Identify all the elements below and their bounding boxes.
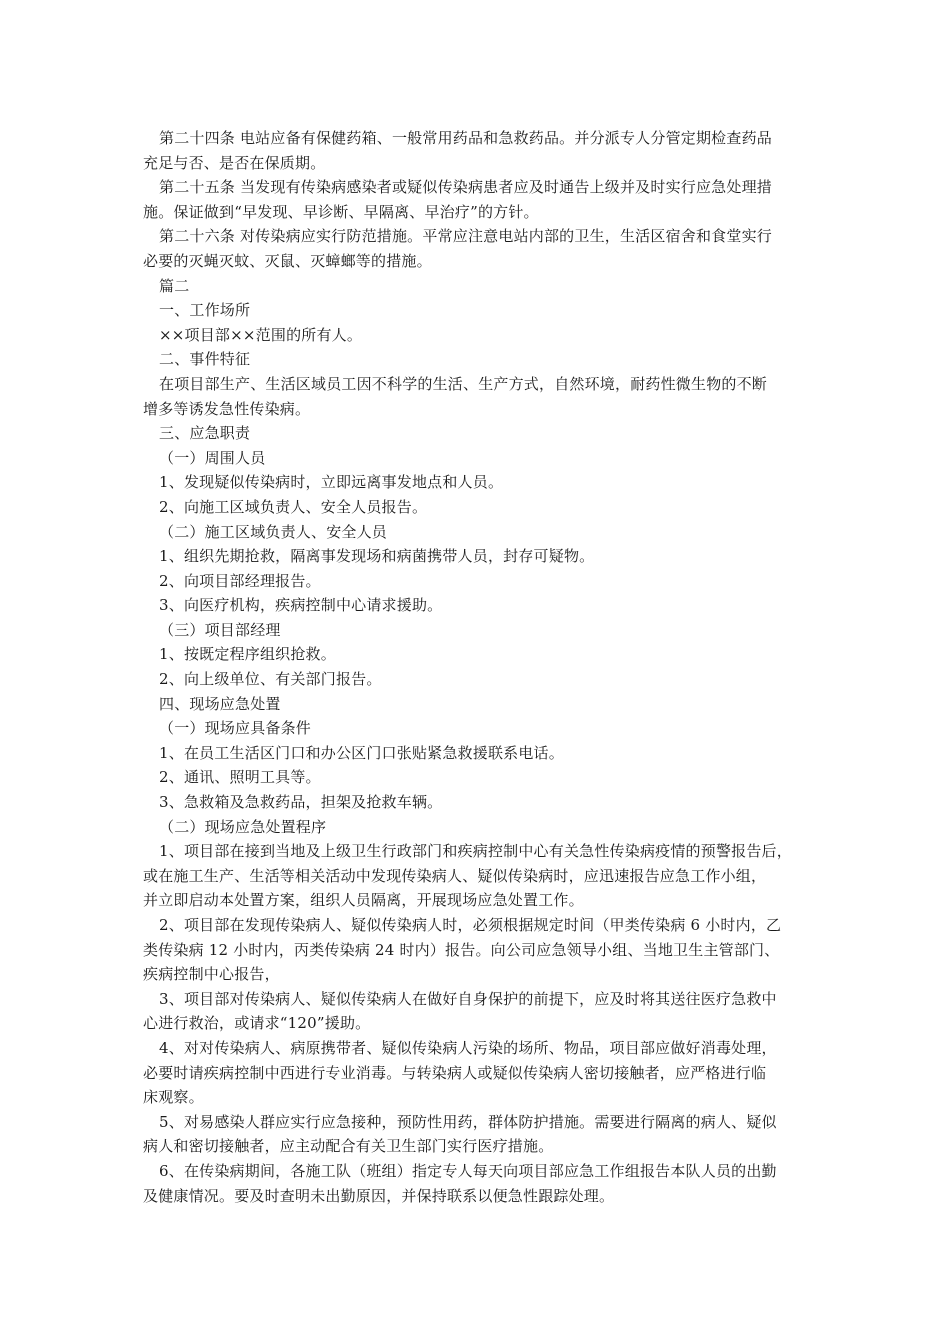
text-line: 必要时请疾病控制中西进行专业消毒。与转染病人或疑似传染病人密切接触者，应严格进行临 bbox=[143, 1063, 767, 1082]
text-line: 1、项目部在接到当地及上级卫生行政部门和疾病控制中心有关急性传染病疫情的预警报告后， bbox=[159, 842, 792, 861]
list-item: 1、发现疑似传染病时，立即远离事发地点和人员。 bbox=[159, 473, 504, 492]
text-line: 及健康情况。要及时查明未出勤原因，并保持联系以便急性跟踪处理。 bbox=[143, 1186, 615, 1205]
text-line: 6、在传染病期间，各施工队（班组）指定专人每天向项目部应急工作组报告本队人员的出勤 bbox=[159, 1161, 777, 1180]
list-item: 2、通讯、照明工具等。 bbox=[159, 768, 321, 787]
text-line: 3、项目部对传染病人、疑似传染病人在做好自身保护的前提下，应及时将其送往医疗急救中 bbox=[159, 989, 777, 1008]
procedure-item-4 bbox=[143, 1036, 813, 1110]
list-item: 2、向项目部经理报告。 bbox=[159, 571, 321, 590]
text-line: 第二十六条 对传染病应实行防范措施。平常应注意电站内部的卫生，生活区宿舍和食堂实行 bbox=[159, 227, 772, 246]
list-item: 3、急救箱及急救药品，担架及抢救车辆。 bbox=[159, 793, 443, 812]
text-line: 5、对易感染人群应实行应急接种，预防性用药，群体防护措施。需要进行隔离的病人、疑似 bbox=[159, 1112, 777, 1131]
list-item: 1、在员工生活区门口和办公区门口张贴紧急救援联系电话。 bbox=[159, 743, 564, 762]
procedure-item-5 bbox=[143, 1110, 813, 1159]
subheading-surrounding-personnel: （一）周围人员 bbox=[159, 448, 266, 467]
text-line: 必要的灭蝇灭蚊、灭鼠、灭蟑螂等的措施。 bbox=[143, 251, 432, 270]
list-item: 2、向施工区域负责人、安全人员报告。 bbox=[159, 497, 428, 516]
procedure-item-6 bbox=[143, 1159, 813, 1208]
subheading-onsite-conditions: （一）现场应具备条件 bbox=[159, 719, 312, 738]
text-line: ××项目部××范围的所有人。 bbox=[159, 325, 363, 344]
text-line: 4、对对传染病人、病原携带者、疑似传染病人污染的场所、物品，项目部应做好消毒处理， bbox=[159, 1038, 777, 1057]
article-26 bbox=[143, 224, 813, 273]
event-features-text bbox=[143, 372, 813, 421]
text-line: 心进行救治，或请求“120”援助。 bbox=[143, 1014, 371, 1033]
text-line: 床观察。 bbox=[143, 1088, 204, 1107]
text-line: 第二十五条 当发现有传染病感染者或疑似传染病患者应及时通告上级并及时实行应急处理措 bbox=[159, 178, 772, 197]
list-item: 2、向上级单位、有关部门报告。 bbox=[159, 670, 382, 689]
heading-onsite-response: 四、现场应急处置 bbox=[159, 694, 281, 713]
text-line: 施。保证做到“早发现、早诊断、早隔离、早治疗”的方针。 bbox=[143, 202, 539, 221]
text-line: 并立即启动本处置方案，组织人员隔离，开展现场应急处置工作。 bbox=[143, 891, 584, 910]
heading-workplace: 一、工作场所 bbox=[159, 301, 251, 320]
text-line: 增多等诱发急性传染病。 bbox=[143, 399, 311, 418]
text-line: 充足与否、是否在保质期。 bbox=[143, 153, 326, 172]
text-line: 第二十四条 电站应备有保健药箱、一般常用药品和急救药品。并分派专人分管定期检查药品 bbox=[159, 129, 772, 147]
text-line: 疾病控制中心报告， bbox=[143, 965, 280, 984]
procedure-item-3 bbox=[143, 987, 813, 1036]
text-line: 在项目部生产、生活区域员工因不科学的生活、生产方式，自然环境，耐药性微生物的不断 bbox=[159, 374, 768, 393]
procedure-item-2 bbox=[143, 913, 813, 987]
subheading-response-procedure: （二）现场应急处置程序 bbox=[159, 817, 327, 836]
text-line: 类传染病 12 小时内，丙类传染病 24 时内）报告。向公司应急领导小组、当地卫生主管部门、 bbox=[143, 940, 780, 959]
subheading-project-manager: （三）项目部经理 bbox=[159, 620, 281, 639]
list-item: 3、向医疗机构，疾病控制中心请求援助。 bbox=[159, 596, 443, 615]
procedure-item-1 bbox=[143, 839, 813, 913]
text-line: 2、项目部在发现传染病人、疑似传染病人时，必须根据规定时间（甲类传染病 6 小时内，乙 bbox=[159, 916, 782, 934]
document-body bbox=[143, 126, 813, 1208]
section-title-part2: 篇二 bbox=[159, 276, 190, 295]
heading-responsibilities: 三、应急职责 bbox=[159, 424, 251, 443]
heading-event-features: 二、事件特征 bbox=[159, 350, 251, 369]
article-25 bbox=[143, 175, 813, 224]
text-line: 或在施工生产、生活等相关活动中发现传染病人、疑似传染病时，应迅速报告应急工作小组， bbox=[143, 866, 767, 885]
subheading-area-leader: （二）施工区域负责人、安全人员 bbox=[159, 522, 388, 541]
list-item: 1、按既定程序组织抢救。 bbox=[159, 645, 336, 664]
text-line: 病人和密切接触者，应主动配合有关卫生部门实行医疗措施。 bbox=[143, 1137, 554, 1156]
list-item: 1、组织先期抢救，隔离事发现场和病菌携带人员，封存可疑物。 bbox=[159, 547, 595, 566]
article-24 bbox=[143, 126, 813, 175]
